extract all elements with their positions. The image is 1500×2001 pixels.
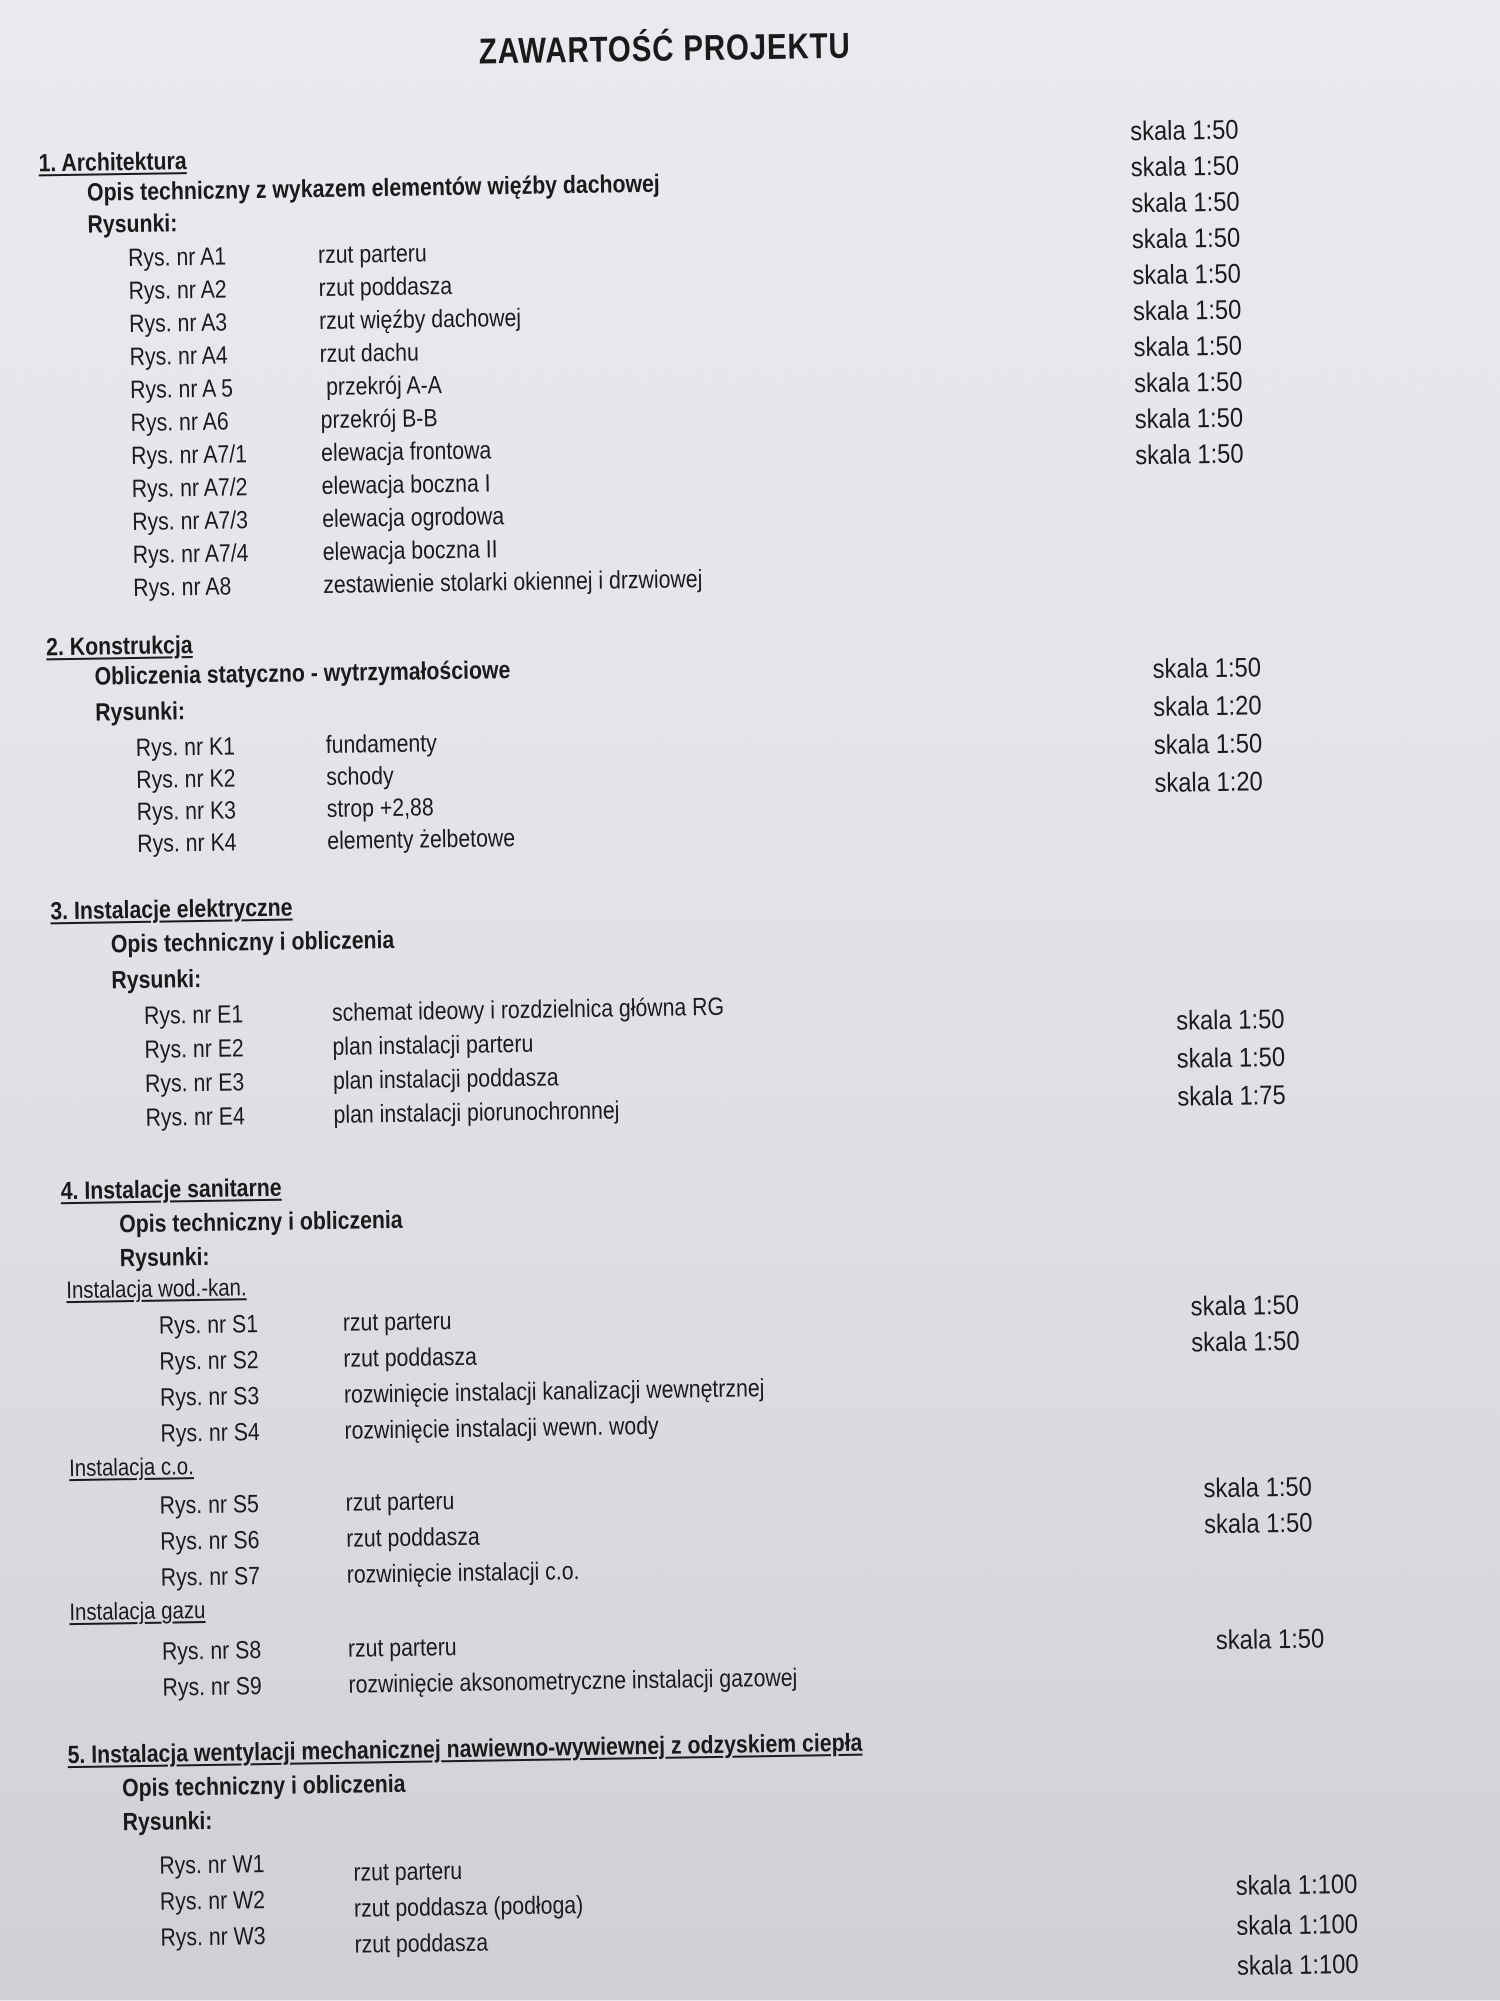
section-instalacje-elektryczne: [14, 874, 1500, 1132]
drawing-code: Rys. nr K2: [136, 764, 236, 794]
scale-label: skala 1:50: [1190, 1289, 1300, 1322]
drawing-desc: przekrój B-B: [320, 404, 438, 435]
drawing-desc: elewacja boczna I: [321, 469, 491, 501]
drawings-label: Rysunki:: [119, 1242, 210, 1273]
section-konstrukcja: [10, 610, 1500, 858]
drawing-code: Rys. nr W3: [160, 1922, 266, 1952]
section-wentylacja: [27, 1718, 1500, 1981]
scale-label: skala 1:50: [1203, 1507, 1313, 1540]
drawing-desc: rozwinięcie instalacji wewn. wody: [344, 1411, 659, 1445]
drawing-code: Rys. nr S1: [158, 1310, 259, 1340]
drawing-desc: rzut poddasza: [343, 1342, 478, 1373]
section-subheading: Opis techniczny i obliczenia: [119, 1205, 403, 1239]
drawing-code: Rys. nr A6: [130, 407, 229, 437]
drawings-label: Rysunki:: [87, 209, 178, 239]
drawing-code: Rys. nr A7/3: [131, 506, 249, 536]
drawing-desc: rzut poddasza (podłoga): [353, 1891, 584, 1923]
drawing-code: Rys. nr A7/2: [131, 473, 248, 503]
drawing-desc: plan instalacji parteru: [332, 1029, 534, 1061]
drawing-desc: przekrój A-A: [325, 371, 443, 401]
drawing-desc: rzut więźby dachowej: [318, 303, 522, 336]
drawing-desc: elewacja ogrodowa: [321, 502, 505, 534]
drawing-code: Rys. nr S5: [159, 1490, 260, 1520]
section-subheading: Opis techniczny i obliczenia: [110, 925, 395, 959]
group-heading-gaz: Instalacja gazu: [69, 1596, 206, 1627]
scale-label: skala 1:50: [1131, 186, 1240, 219]
drawing-desc: strop +2,88: [326, 793, 434, 823]
section-heading: 4. Instalacje sanitarne: [60, 1173, 282, 1206]
drawing-code: Rys. nr E4: [145, 1102, 245, 1132]
drawing-code: Rys. nr K3: [136, 796, 237, 826]
drawing-code: Rys. nr A7/1: [130, 440, 248, 470]
scale-label: skala 1:50: [1135, 438, 1244, 471]
scale-label: skala 1:50: [1215, 1623, 1325, 1656]
drawing-desc: rzut parteru: [353, 1856, 463, 1887]
drawing-code: Rys. nr W2: [159, 1886, 266, 1916]
section-subheading: Obliczenia statyczno - wytrzymałościowe: [94, 656, 511, 691]
section-subheading: Opis techniczny z wykazem elementów więźby dachowej: [86, 169, 660, 207]
drawing-code: Rys. nr S7: [160, 1562, 261, 1592]
section-heading: 3. Instalacje elektryczne: [50, 893, 293, 926]
drawing-code: Rys. nr E3: [144, 1068, 245, 1098]
drawing-code: Rys. nr S9: [162, 1672, 262, 1702]
drawing-code: Rys. nr S2: [159, 1346, 259, 1376]
scale-label: skala 1:100: [1236, 1908, 1359, 1941]
group-heading-wod-kan: Instalacja wod.-kan.: [66, 1274, 247, 1305]
drawing-desc: schemat ideowy i rozdzielnica główna RG: [331, 992, 725, 1027]
scale-label: skala 1:50: [1203, 1471, 1313, 1504]
drawing-desc: rozwinięcie aksonometryczne instalacji gazowej: [348, 1663, 798, 1699]
drawing-desc: rzut poddasza: [354, 1928, 489, 1959]
scale-label: skala 1:100: [1236, 1948, 1359, 1981]
drawing-code: Rys. nr K1: [135, 732, 236, 762]
drawing-desc: rzut parteru: [345, 1487, 455, 1517]
drawing-desc: elewacja frontowa: [320, 436, 492, 468]
drawing-desc: rzut poddasza: [345, 1522, 480, 1553]
drawing-code: Rys. nr K4: [137, 828, 237, 858]
drawing-code: Rys. nr A3: [128, 308, 228, 339]
drawing-code: Rys. nr A8: [133, 572, 232, 602]
group-heading-co: Instalacja c.o.: [68, 1453, 195, 1483]
section-subheading: Opis techniczny i obliczenia: [121, 1769, 406, 1803]
drawings-label: Rysunki:: [122, 1806, 213, 1837]
scale-label: skala 1:50: [1132, 258, 1242, 291]
scale-label: skala 1:50: [1134, 402, 1244, 435]
scale-label: skala 1:50: [1129, 114, 1239, 147]
section-architektura: [2, 114, 1500, 602]
drawing-code: Rys. nr S6: [160, 1526, 260, 1556]
drawing-desc: rzut parteru: [342, 1307, 452, 1337]
drawing-desc: fundamenty: [325, 729, 437, 759]
drawing-desc: rozwinięcie instalacji c.o.: [346, 1557, 580, 1589]
scale-label: skala 1:50: [1190, 1325, 1300, 1358]
drawing-code: Rys. nr A 5: [129, 374, 234, 405]
drawing-code: Rys. nr A2: [128, 275, 227, 306]
scale-label: skala 1:20: [1154, 766, 1263, 798]
drawing-desc: rzut parteru: [347, 1633, 457, 1663]
drawing-desc: elewacja boczna II: [322, 535, 498, 566]
drawing-desc: schody: [326, 761, 394, 791]
drawing-desc: rzut poddasza: [318, 271, 453, 303]
drawing-code: Rys. nr S8: [161, 1636, 262, 1666]
drawing-code: Rys. nr A1: [127, 242, 227, 273]
scale-label: skala 1:50: [1131, 222, 1241, 255]
section-heading: 5. Instalacja wentylacji mechanicznej nawiewno-wywiewnej z odzyskiem ciepła: [67, 1728, 863, 1770]
drawing-desc: rzut dachu: [319, 338, 420, 369]
scale-label: skala 1:50: [1175, 1003, 1285, 1036]
drawing-desc: rozwinięcie instalacji kanalizacji wewnętrznej: [343, 1374, 765, 1409]
drawing-code: Rys. nr E2: [144, 1034, 244, 1064]
section-heading: 1. Architektura: [38, 147, 187, 178]
scale-label: skala 1:50: [1176, 1041, 1286, 1074]
drawing-desc: rzut parteru: [317, 239, 427, 270]
page-title: ZAWARTOŚĆ PROJEKTU: [478, 24, 851, 72]
scale-label: skala 1:50: [1153, 728, 1263, 760]
drawing-desc: plan instalacji poddasza: [332, 1063, 559, 1095]
section-instalacje-sanitarne: [19, 1154, 1500, 1702]
drawing-code: Rys. nr S4: [160, 1418, 260, 1448]
scale-label: skala 1:50: [1132, 294, 1242, 327]
scale-label: skala 1:50: [1133, 330, 1243, 363]
drawing-desc: zestawienie stolarki okiennej i drzwiowej: [323, 565, 703, 599]
scale-label: skala 1:50: [1152, 652, 1262, 684]
drawings-label: Rysunki:: [111, 964, 202, 995]
drawing-desc: elementy żelbetowe: [327, 824, 516, 855]
scale-label: skala 1:100: [1235, 1868, 1358, 1901]
scale-label: skala 1:50: [1133, 366, 1243, 399]
scale-label: skala 1:20: [1153, 690, 1262, 722]
scale-label: skala 1:75: [1177, 1079, 1286, 1112]
drawing-code: Rys. nr E1: [143, 1000, 244, 1030]
drawing-desc: plan instalacji piorunochronnej: [333, 1096, 620, 1129]
drawing-code: Rys. nr S3: [159, 1382, 260, 1412]
drawing-code: Rys. nr A4: [129, 341, 228, 372]
section-heading: 2. Konstrukcja: [45, 631, 193, 662]
scale-label: skala 1:50: [1130, 150, 1240, 183]
drawing-code: Rys. nr A7/4: [132, 539, 249, 569]
drawing-code: Rys. nr W1: [159, 1850, 265, 1880]
drawings-label: Rysunki:: [94, 697, 186, 727]
